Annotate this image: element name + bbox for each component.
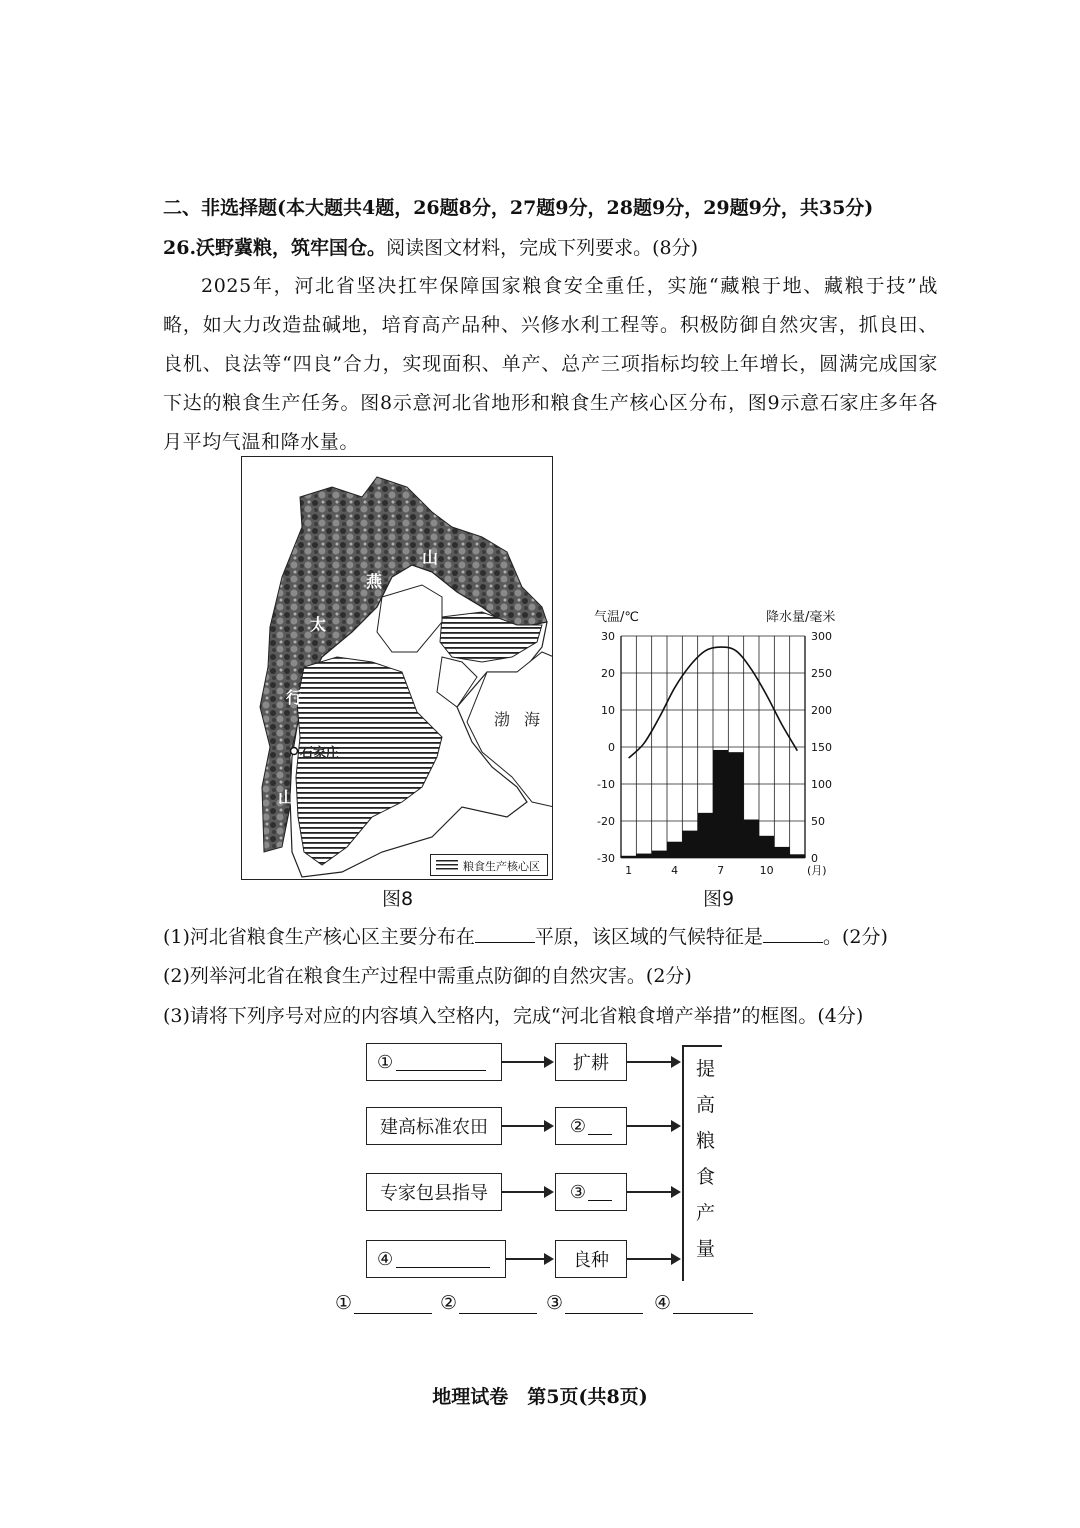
precipitation-bar <box>667 842 682 858</box>
map-label-shan-north: 山 <box>422 548 439 567</box>
answer-blank-1b[interactable] <box>763 924 823 943</box>
right-tick-label: 0 <box>811 852 818 865</box>
answer-slot-3 <box>546 1292 643 1314</box>
flow-left-box-3 <box>366 1173 502 1211</box>
flow-left-box-2-label: 建高标准农田 <box>380 1117 488 1138</box>
flow-mid-box-3 <box>555 1173 627 1211</box>
flow-arrow-7 <box>627 1191 679 1193</box>
map-label-tai: 太 <box>310 615 327 634</box>
flow-left-box-1-label: ① <box>377 1051 394 1073</box>
figure-8-map <box>241 456 553 880</box>
legend-hatch-swatch <box>436 860 458 871</box>
precipitation-bar <box>759 836 774 858</box>
right-tick-label: 150 <box>811 741 832 754</box>
precipitation-bar <box>621 856 636 858</box>
answer-blank-1a[interactable] <box>475 924 535 943</box>
precipitation-bar <box>744 820 759 858</box>
flow-blank-4[interactable] <box>396 1251 490 1268</box>
result-char-3: 粮 <box>696 1130 716 1152</box>
answer-marker-1: ① <box>335 1292 353 1314</box>
subquestion-1 <box>163 924 888 949</box>
flow-left-box-1 <box>366 1043 502 1081</box>
section-heading: 二、非选择题(本大题共4题，26题8分，27题9分，28题9分，29题9分，共35分) <box>163 197 874 219</box>
question-26-number-title: 26.沃野冀粮，筑牢国仓。 <box>163 237 387 259</box>
question-26-material: 2025年，河北省坚决扛牢保障国家粮食安全重任，实施“藏粮于地、藏粮于技”战略，如大力改造盐碱地，培育高产品种、兴修水利工程等。积极防御自然灾害，抓良田、良机、良法等“四良”合力，实现面积、单产、总产三项指标均较上年增长，圆满完成国家下达的粮食生产任务。图8示意河北省地形和粮食生产核心区分布，图9示意石家庄多年各月平均气温和降水量。 <box>163 275 938 453</box>
x-axis-ticks <box>625 864 826 877</box>
flow-arrow-1 <box>502 1061 552 1063</box>
precipitation-bars <box>621 750 805 858</box>
flow-blank-2[interactable] <box>588 1118 612 1135</box>
question-26-instruction: 阅读图文材料，完成下列要求。(8分) <box>386 237 698 259</box>
right-tick-label: 300 <box>811 630 832 643</box>
map-label-hang: 行 <box>286 688 303 707</box>
legend-label: 粮食生产核心区 <box>463 860 540 873</box>
precipitation-bar <box>728 752 743 858</box>
figure-9-climate-chart <box>585 600 855 880</box>
answer-slot-4 <box>654 1292 753 1314</box>
result-char-6: 量 <box>696 1238 716 1260</box>
answer-line-2[interactable] <box>459 1293 537 1314</box>
flow-arrow-8 <box>627 1258 679 1260</box>
left-tick-label: 30 <box>601 630 615 643</box>
result-char-4: 食 <box>696 1166 716 1188</box>
flow-blank-1[interactable] <box>396 1054 486 1071</box>
flow-left-box-4 <box>366 1240 506 1278</box>
flow-arrow-4 <box>506 1258 552 1260</box>
result-char-1: 提 <box>696 1058 716 1080</box>
flow-arrow-3 <box>502 1191 552 1193</box>
hebei-terrain-map-svg <box>242 457 553 880</box>
flow-arrow-6 <box>627 1125 679 1127</box>
answer-marker-3: ③ <box>546 1292 564 1314</box>
answer-slot-2 <box>440 1292 537 1314</box>
left-tick-label: -10 <box>597 778 615 791</box>
map-label-shijiazhuang: 石家庄 <box>300 746 340 761</box>
map-label-hai: 海 <box>524 710 541 729</box>
flow-mid-box-4-label: 良种 <box>573 1250 609 1271</box>
answer-line-1[interactable] <box>354 1293 432 1314</box>
left-tick-label: -30 <box>597 852 615 865</box>
precipitation-bar <box>713 750 728 858</box>
flow-left-box-2 <box>366 1107 502 1145</box>
flow-mid-box-1 <box>555 1043 627 1081</box>
flow-mid-box-2 <box>555 1107 627 1145</box>
x-unit-label: (月) <box>807 864 827 877</box>
flow-blank-3[interactable] <box>588 1184 612 1201</box>
right-axis-ticks <box>811 630 832 865</box>
answer-slot-1 <box>335 1292 432 1314</box>
right-tick-label: 100 <box>811 778 832 791</box>
left-tick-label: 20 <box>601 667 615 680</box>
result-char-5: 产 <box>696 1202 716 1224</box>
left-tick-label: 10 <box>601 704 615 717</box>
flow-mid-box-2-label: ② <box>569 1115 587 1137</box>
precipitation-bar <box>682 831 697 858</box>
right-tick-label: 250 <box>811 667 832 680</box>
shijiazhuang-marker <box>291 748 298 755</box>
subquestion-1-part-c: 。(2分) <box>822 926 888 948</box>
right-tick-label: 50 <box>811 815 825 828</box>
flow-arrow-5 <box>627 1061 679 1063</box>
map-label-shan-west: 山 <box>278 788 295 807</box>
subquestion-3: (3)请将下列序号对应的内容填入空格内，完成“河北省粮食增产举措”的框图。(4分) <box>163 1005 864 1027</box>
precipitation-bar <box>790 854 805 858</box>
flow-left-box-3-label: 专家包县指导 <box>380 1183 488 1204</box>
figure-9-caption: 图9 <box>703 888 735 910</box>
chart-right-axis-title: 降水量/毫米 <box>766 610 836 625</box>
map-label-bo: 渤 <box>494 710 511 729</box>
subquestion-2: (2)列举河北省在粮食生产过程中需重点防御的自然灾害。(2分) <box>163 965 692 987</box>
precipitation-bar <box>774 847 789 858</box>
answer-marker-2: ② <box>440 1292 458 1314</box>
precipitation-bar <box>652 851 667 858</box>
answer-marker-4: ④ <box>654 1292 672 1314</box>
map-label-yan: 燕 <box>366 572 383 591</box>
page-footer: 地理试卷 第5页(共8页) <box>432 1386 648 1408</box>
x-tick-label: 1 <box>625 864 633 877</box>
precipitation-bar <box>698 813 713 858</box>
subquestion-1-part-a: (1)河北省粮食生产核心区主要分布在 <box>163 926 475 948</box>
map-legend <box>430 854 548 876</box>
chart-left-axis-title: 气温/℃ <box>594 610 639 625</box>
flow-arrow-2 <box>502 1125 552 1127</box>
flow-mid-box-4 <box>555 1240 627 1278</box>
result-char-2: 高 <box>696 1094 716 1116</box>
question-26-title <box>163 236 698 260</box>
left-tick-label: -20 <box>597 815 615 828</box>
flow-mid-box-3-label: ③ <box>569 1181 587 1203</box>
flow-mid-box-1-label: 扩耕 <box>573 1053 609 1074</box>
figure-8-caption: 图8 <box>382 888 414 910</box>
x-tick-label: 7 <box>717 864 725 877</box>
answer-line-3[interactable] <box>565 1293 643 1314</box>
left-axis-ticks <box>597 630 615 865</box>
x-tick-label: 10 <box>759 864 774 877</box>
left-tick-label: 0 <box>608 741 615 754</box>
answer-line-4[interactable] <box>673 1293 753 1314</box>
flow-left-box-4-label: ④ <box>377 1248 394 1270</box>
subquestion-1-part-b: 平原，该区域的气候特征是 <box>534 926 763 948</box>
x-tick-label: 4 <box>671 864 679 877</box>
precipitation-bar <box>636 854 651 858</box>
right-tick-label: 200 <box>811 704 832 717</box>
